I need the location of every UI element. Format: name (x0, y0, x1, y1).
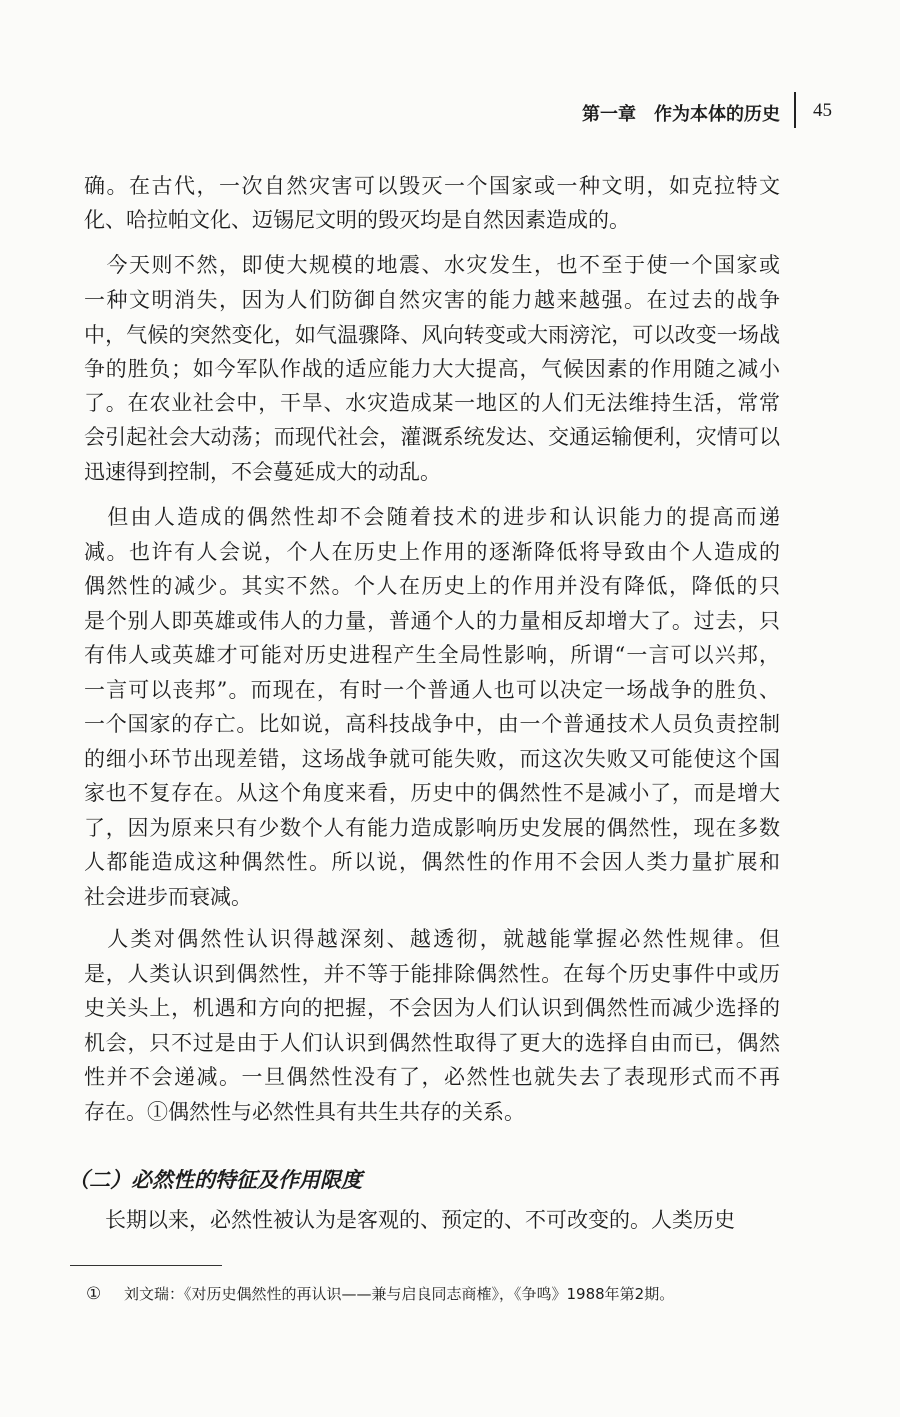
text-line: 存在。①偶然性与必然性具有共生共存的关系。 (84, 1100, 525, 1124)
text-line: 了。在农业社会中，干旱、水灾造成某一地区的人们无法维持生活，常常 (84, 391, 780, 415)
text-line: 史关头上，机遇和方向的把握，不会因为人们认识到偶然性而减少选择的 (84, 996, 780, 1020)
text-line: 会引起社会大动荡；而现代社会，灌溉系统发达、交通运输便利，灾情可以 (84, 425, 780, 449)
text-line: 确。在古代，一次自然灾害可以毁灭一个国家或一种文明，如克拉特文 (84, 174, 780, 198)
text-line: 但由人造成的偶然性却不会随着技术的进步和认识能力的提高而递 (84, 505, 780, 529)
chapter-title: 第一章 作为本体的历史 (582, 104, 780, 125)
page-number: 45 (813, 100, 832, 121)
text-line: 一个国家的存亡。比如说，高科技战争中，由一个普通技术人员负责控制 (84, 712, 780, 736)
text-line: 的细小环节出现差错，这场战争就可能失败，而这次失败又可能使这个国 (84, 747, 780, 771)
text-line: 一种文明消失，因为人们防御自然灾害的能力越来越强。在过去的战争 (84, 288, 780, 312)
text-line: 有伟人或英雄才可能对历史进程产生全局性影响，所谓“一言可以兴邦， (84, 643, 780, 667)
text-line: 是个别人即英雄或伟人的力量，普通个人的力量相反却增大了。过去，只 (84, 609, 780, 633)
text-line: 机会，只不过是由于人们认识到偶然性取得了更大的选择自由而已，偶然 (84, 1031, 780, 1055)
text-line: 了，因为原来只有少数个人有能力造成影响历史发展的偶然性，现在多数 (84, 816, 780, 840)
text-line: 长期以来，必然性被认为是客观的、预定的、不可改变的。人类历史 (84, 1208, 735, 1232)
text-line: 家也不复存在。从这个角度来看，历史中的偶然性不是减小了，而是增大 (84, 781, 780, 805)
text-line: 偶然性的减少。其实不然。个人在历史上的作用并没有降低，降低的只 (84, 574, 780, 598)
text-line: 人都能造成这种偶然性。所以说，偶然性的作用不会因人类力量扩展和 (84, 850, 780, 874)
footnote-marker: ① (86, 1284, 102, 1304)
section-heading: （二）必然性的特征及作用限度 (68, 1167, 362, 1192)
text-line: 中，气候的突然变化，如气温骤降、风向转变或大雨滂沱，可以改变一场战 (84, 323, 780, 347)
text-line: 人类对偶然性认识得越深刻、越透彻，就越能掌握必然性规律。但 (84, 927, 780, 951)
text-line: 性并不会递减。一旦偶然性没有了，必然性也就失去了表现形式而不再 (84, 1065, 780, 1089)
text-line: 争的胜负；如今军队作战的适应能力大大提高，气候因素的作用随之减小 (84, 357, 780, 381)
text-line: 是，人类认识到偶然性，并不等于能排除偶然性。在每个历史事件中或历 (84, 962, 780, 986)
footnote-divider (70, 1265, 222, 1266)
footnote-text: 刘文瑞：《对历史偶然性的再认识——兼与启良同志商榷》，《争鸣》1988年第2期。 (124, 1285, 675, 1303)
text-line: 迅速得到控制，不会蔓延成大的动乱。 (84, 460, 441, 484)
text-line: 减。也许有人会说，个人在历史上作用的逐渐降低将导致由个人造成的 (84, 540, 780, 564)
text-line: 一言可以丧邦”。而现在，有时一个普通人也可以决定一场战争的胜负、 (84, 678, 780, 702)
footnote (86, 1283, 786, 1304)
text-line: 今天则不然，即使大规模的地震、水灾发生，也不至于使一个国家或 (84, 253, 780, 277)
text-line: 化、哈拉帕文化、迈锡尼文明的毁灭均是自然因素造成的。 (84, 208, 630, 232)
header-divider (794, 92, 796, 128)
text-line: 社会进步而衰减。 (84, 885, 252, 909)
